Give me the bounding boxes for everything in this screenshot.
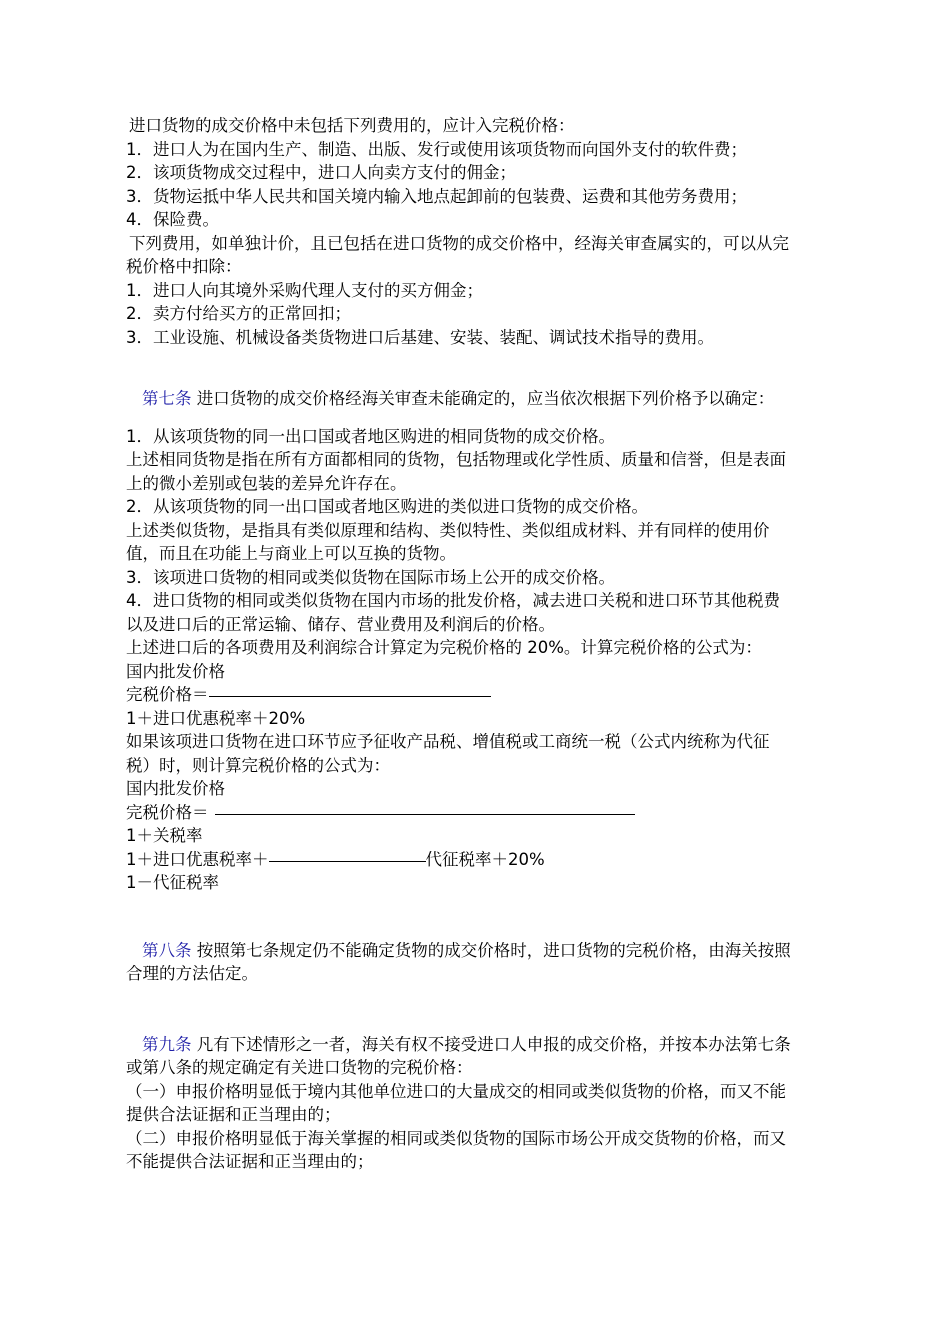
- fraction-bar: [269, 861, 426, 862]
- paragraph-intro: 进口货物的成交价格中未包括下列费用的，应计入完税价格：: [129, 116, 575, 135]
- list-item: 3．货物运抵中华人民共和国关境内输入地点起卸前的包装费、运费和其他劳务费用；: [126, 186, 747, 206]
- paragraph-line: 上的微小差别或包装的差异允许存在。: [126, 473, 407, 493]
- formula-1-numerator: 国内批发价格: [126, 661, 225, 681]
- list-item: （二）申报价格明显低于海关掌握的相同或类似货物的国际市场公开成交货物的价格，而又: [126, 1128, 786, 1148]
- list-item: 2．从该项货物的同一出口国或者地区购进的类似进口货物的成交价格。: [126, 497, 648, 516]
- paragraph-line: 上述进口后的各项费用及利润综合计算定为完税价格的 20%。计算完税价格的公式为：: [126, 638, 762, 657]
- paragraph-deduct-intro: 下列费用，如单独计价，且已包括在进口货物的成交价格中，经海关审查属实的，可以从完: [129, 233, 789, 253]
- paragraph-line: 如果该项进口货物在进口环节应予征收产品税、增值税或工商统一税（公式内统称为代征: [126, 732, 770, 751]
- formula-2-den-b-post: 代征税率＋20%: [425, 849, 545, 869]
- article-9-label: 第九条: [142, 1034, 192, 1054]
- formula-1-denominator: 1＋进口优惠税率＋20%: [126, 708, 306, 728]
- paragraph-line: 上述类似货物，是指具有类似原理和结构、类似特性、类似组成材料、并有同样的使用价: [126, 520, 770, 540]
- formula-2-numerator: 国内批发价格: [126, 779, 225, 798]
- article-7-label: 第七条: [142, 389, 192, 408]
- paragraph-line: 税）时，则计算完税价格的公式为：: [126, 755, 390, 775]
- paragraph-line: 以及进口后的正常运输、储存、营业费用及利润后的价格。: [126, 614, 555, 634]
- article-8-text: 按照第七条规定仍不能确定货物的成交价格时，进口货物的完税价格，由海关按照: [191, 940, 791, 960]
- paragraph-line: 提供合法证据和正当理由的；: [126, 1105, 341, 1124]
- formula-1-lhs-line: [126, 683, 838, 707]
- formula-2-den-a: 1＋关税率: [126, 826, 203, 845]
- paragraph-line: 上述相同货物是指在所有方面都相同的货物，包括物理或化学性质、质量和信誉，但是表面: [126, 450, 786, 469]
- paragraph-line: 合理的方法估定。: [126, 964, 258, 983]
- list-item: 2．卖方付给买方的正常回扣；: [126, 304, 351, 323]
- paragraph-line: 值，而且在功能上与商业上可以互换的货物。: [126, 544, 456, 563]
- list-item: 1．从该项货物的同一出口国或者地区购进的相同货物的成交价格。: [126, 426, 615, 446]
- list-item: 3．工业设施、机械设备类货物进口后基建、安装、装配、调试技术指导的费用。: [126, 327, 714, 347]
- article-7-text: 进口货物的成交价格经海关审查未能确定的，应当依次根据下列价格予以确定：: [191, 389, 775, 408]
- list-item: 3．该项进口货物的相同或类似货物在国际市场上公开的成交价格。: [126, 567, 615, 587]
- formula-2-den-b-pre: 1＋进口优惠税率＋: [126, 849, 269, 869]
- article-7-heading: [126, 387, 838, 411]
- document-page: [126, 114, 838, 1174]
- paragraph-line: 或第八条的规定确定有关进口货物的完税价格：: [126, 1058, 473, 1077]
- list-item: 1．进口人为在国内生产、制造、出版、发行或使用该项货物而向国外支付的软件费；: [126, 139, 747, 159]
- article-8-heading: [126, 939, 838, 963]
- formula-1-lhs: 完税价格＝: [126, 685, 209, 704]
- list-item: （一）申报价格明显低于境内其他单位进口的大量成交的相同或类似货物的价格，而又不能: [126, 1081, 786, 1101]
- formula-2-lhs: 完税价格＝: [126, 802, 209, 822]
- article-9-text: 凡有下述情形之一者，海关有权不接受进口人申报的成交价格，并按本办法第七条: [191, 1034, 791, 1054]
- paragraph-line: 不能提供合法证据和正当理由的；: [126, 1152, 374, 1171]
- formula-2-den-c: 1－代征税率: [126, 873, 219, 892]
- article-9-heading: [126, 1033, 838, 1057]
- fraction-bar: [209, 696, 491, 697]
- list-item: 2．该项货物成交过程中，进口人向卖方支付的佣金；: [126, 163, 516, 182]
- paragraph-deduct-intro-cont: 税价格中扣除：: [126, 257, 242, 276]
- fraction-bar: [215, 814, 635, 815]
- formula-2-lhs-line: [126, 801, 838, 825]
- list-item: 4．保险费。: [126, 210, 219, 229]
- formula-2-den-b: [126, 848, 838, 872]
- article-8-label: 第八条: [142, 940, 192, 960]
- list-item: 1．进口人向其境外采购代理人支付的买方佣金；: [126, 280, 483, 300]
- list-item: 4．进口货物的相同或类似货物在国内市场的批发价格，减去进口关税和进口环节其他税费: [126, 591, 780, 610]
